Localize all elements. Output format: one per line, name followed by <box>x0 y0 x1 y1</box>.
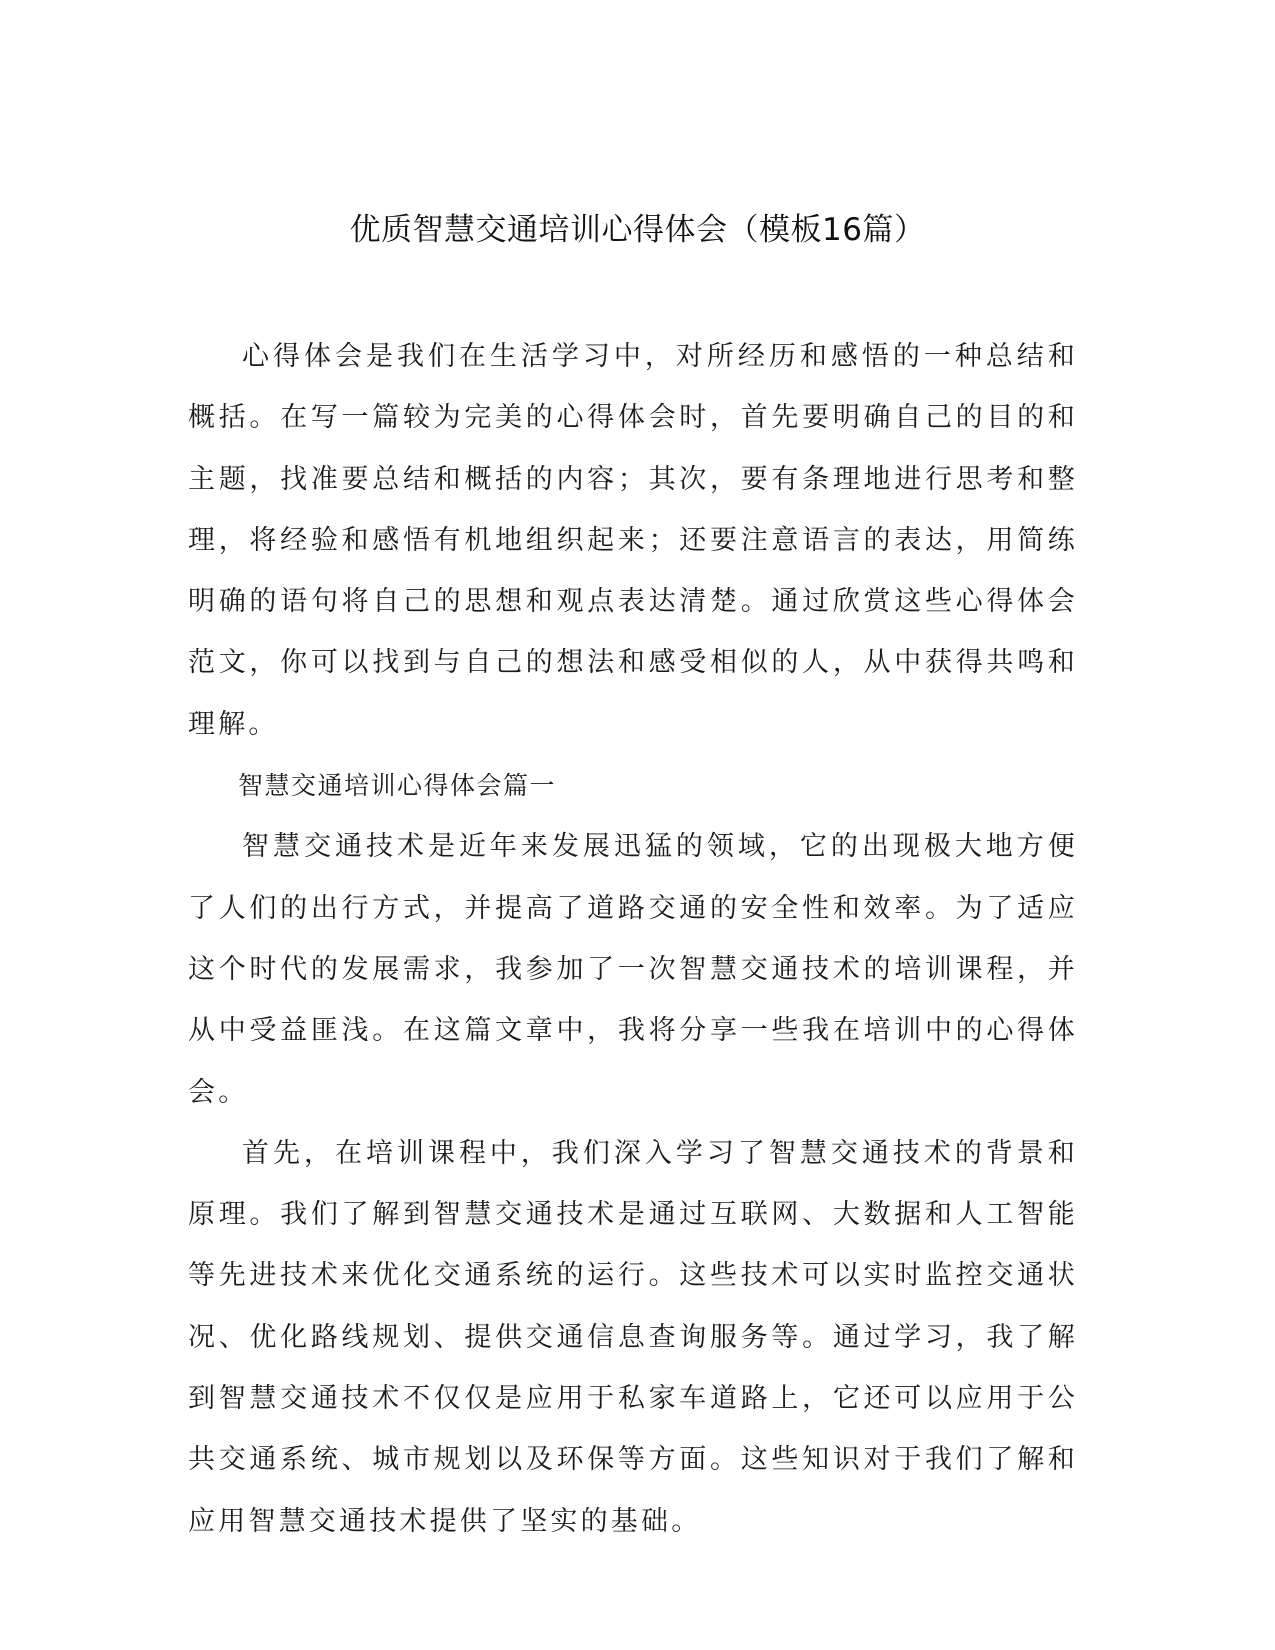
body-paragraph-1: 智慧交通技术是近年来发展迅猛的领域，它的出现极大地方便了人们的出行方式，并提高了道路交通的安全性和效率。为了适应这个时代的发展需求，我参加了一次智慧交通技术的培训课程，并从中受益匪浅。在这篇文章中，我将分享一些我在培训中的心得体会。 <box>188 831 1078 1108</box>
intro-paragraph: 心得体会是我们在生活学习中，对所经历和感悟的一种总结和概括。在写一篇较为完美的心得体会时，首先要明确自己的目的和主题，找准要总结和概括的内容；其次，要有条理地进行思考和整理，将经验和感悟有机地组织起来；还要注意语言的表达，用简练明确的语句将自己的思想和观点表达清楚。通过欣赏这些心得体会范文，你可以找到与自己的想法和感受相似的人，从中获得共鸣和理解。 <box>188 341 1078 740</box>
body-paragraph-2: 首先，在培训课程中，我们深入学习了智慧交通技术的背景和原理。我们了解到智慧交通技术是通过互联网、大数据和人工智能等先进技术来优化交通系统的运行。这些技术可以实时监控交通状况、优化路线规划、提供交通信息查询服务等。通过学习，我了解到智慧交通技术不仅仅是应用于私家车道路上，它还可以应用于公共交通系统、城市规划以及环保等方面。这些知识对于我们了解和应用智慧交通技术提供了坚实的基础。 <box>188 1137 1078 1537</box>
section-heading: 智慧交通培训心得体会篇一 <box>238 771 557 801</box>
document-body <box>188 326 1078 1552</box>
document-title: 优质智慧交通培训心得体会（模板16篇） <box>349 212 926 248</box>
